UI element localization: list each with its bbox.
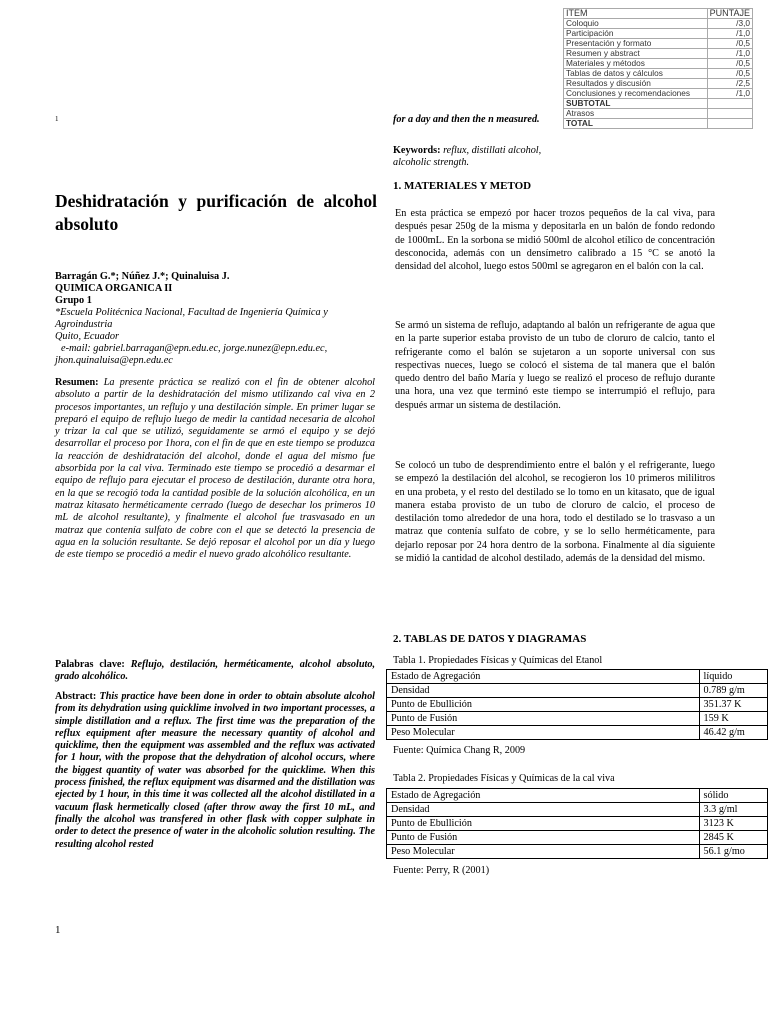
table-cell: 3.3 g/ml [699, 803, 767, 817]
palabras-clave [55, 659, 375, 684]
grading-row-delays [564, 109, 753, 119]
table-cell: Peso Molecular [387, 726, 700, 740]
table-cell: 56.1 g/mo [699, 845, 767, 859]
resumen-text: La presente práctica se realizó con el fin de obtener alcohol absoluto a partir de la deshidratación del mismo utilizando cal viva en 2 procesos importantes, un reflujo y una destilación simple. En primer lugar se preparó el equipo de reflujo luego de medir la cantidad necesaria de alcohol y trizar la cal que se utilizó, seguidamente se armó el equipo y se dejó desarrollar el proceso por 1hora, con el fin de que en este tiempo se produzca la reacción de deshidratación del alcohol, donde el agua del mismo fue absorbida por la cal viva. Terminado este tiempo se procedió a desarmar el equipo de reflujo para ejecutar el proceso de destilación, durante otra hora, en la que se recogió toda la cantidad posible de la solución alcohólica, en un matraz kitasato herméticamente cerrado (luego de desechar los primeros 10 mL de alcohol resultante), y finalmente el alcohol fue trasvasado en un matraz que contenía sulfato de cobre con el que se detectó la presencia de agua en la solución resultante. Se dejó reposar el alcohol por un día y luego de este tiempo se procedió a medir el nuevo grado alcohólico resultante. [55, 377, 375, 561]
grading-item: TOTAL [564, 119, 708, 129]
grading-points: /3,0 [707, 19, 752, 29]
table-cell: 46.42 g/m [699, 726, 767, 740]
grading-item: Materiales y métodos [564, 59, 708, 69]
grading-item: Participación [564, 29, 708, 39]
abstract-continuation: for a day and then the n measured. [393, 114, 540, 125]
table-cell: líquido [699, 670, 767, 684]
table-row [387, 803, 768, 817]
abstract-label: Abstract: [55, 691, 97, 702]
grading-row [564, 49, 753, 59]
table-cell: Densidad [387, 684, 700, 698]
grading-points: /2,5 [707, 79, 752, 89]
table-cell: 159 K [699, 712, 767, 726]
grading-row [564, 59, 753, 69]
course-name: QUIMICA ORGANICA II [55, 283, 173, 294]
grading-points: /1,0 [707, 89, 752, 99]
table-cell: 351.37 K [699, 698, 767, 712]
grading-item: Presentación y formato [564, 39, 708, 49]
grading-row-total [564, 119, 753, 129]
grading-points: /0,5 [707, 39, 752, 49]
author-names: Barragán G.*; Núñez J.*; Quinaluisa J. [55, 271, 230, 282]
grading-row-subtotal [564, 99, 753, 109]
grading-row [564, 19, 753, 29]
table-2 [386, 788, 768, 859]
grading-item: Resultados y discusión [564, 79, 708, 89]
keywords-text: reflux, distillati alcohol, alcoholic strength. [393, 145, 542, 169]
table-cell: Peso Molecular [387, 845, 700, 859]
grading-points [707, 109, 752, 119]
section-1-paragraph: Se armó un sistema de reflujo, adaptando al balón un refrigerante de agua que en la parte superior estaba provisto de un tubo de cloruro de calcio, tanto el refrigerante como el balón se sujetaron a un soporte universal con sus respectivas nueces, luego se colocó el sistema de tal manera que el balón quedo dentro del baño María y luego se realizó el proceso de reflujo durante una hora, una vez que terminó este tiempo se interrumpió el reflujo, para después armar un sistema de destilación. [395, 320, 715, 411]
table-cell: Estado de Agregación [387, 789, 700, 803]
affiliation: *Escuela Politécnica Nacional, Facultad de Ingeniería Química y Agroindustria [55, 307, 328, 330]
grading-row [564, 89, 753, 99]
table-cell: 3123 K [699, 817, 767, 831]
resumen-paragraph [55, 377, 375, 561]
grading-points: /0,5 [707, 59, 752, 69]
email-line-1: e-mail: gabriel.barragan@epn.edu.ec, jorge.nunez@epn.edu.ec, [61, 343, 328, 354]
abstract-paragraph [55, 691, 375, 851]
email-line-2: jhon.quinaluisa@epn.edu.ec [55, 355, 173, 366]
section-1-paragraph: En esta práctica se empezó por hacer trozos pequeños de la cal viva, para después pesar 250g de la misma y depositarla en un balón de fondo redondo de 1000mL. En la sorbona se midió 500ml de alcohol etílico de concentración desconocida, además con un densímetro calibrado a 15 °C se anotó la densidad del alcohol, luego estos 500ml se agregaron en el balón con la cal. [395, 208, 715, 273]
grading-header-points: PUNTAJE [707, 9, 752, 19]
table-cell: Estado de Agregación [387, 670, 700, 684]
table-row [387, 684, 768, 698]
table-row [387, 698, 768, 712]
section-1-heading: 1. MATERIALES Y METOD [393, 180, 532, 192]
section-2-heading: 2. TABLAS DE DATOS Y DIAGRAMAS [393, 633, 587, 645]
grading-item: Tablas de datos y cálculos [564, 69, 708, 79]
group-label: Grupo 1 [55, 295, 92, 306]
grading-item: Conclusiones y recomendaciones [564, 89, 708, 99]
grading-points [707, 99, 752, 109]
table-row [387, 670, 768, 684]
grading-item: Coloquio [564, 19, 708, 29]
table-cell: Punto de Fusión [387, 831, 700, 845]
paper-title: Deshidratación y purificación de alcohol absoluto [55, 191, 377, 234]
grading-item: SUBTOTAL [564, 99, 708, 109]
grading-header-item: ITEM [564, 9, 708, 19]
page-number-bottom: 1 [55, 924, 61, 936]
grading-row [564, 39, 753, 49]
grading-row [564, 69, 753, 79]
table-1 [386, 669, 768, 740]
table-cell: Punto de Ebullición [387, 817, 700, 831]
section-1-paragraph: Se colocó un tubo de desprendimiento entre el balón y el refrigerante, luego se empezó la destilación del alcohol, se recogieron los 10 primeros mililitros en una probeta, y el resto del destilado se lo tomo en un kitasato, que de igual manera estaba provisto de un tubo de cloruro de calcio, el proceso de destilación tomo alrededor de una hora, todo el destilado se lo trasvaso a un matraz que contenía sulfato de cobre, y se lo sello herméticamente, para dejarlo reposar por 24 hora dentro de la sorbona. Finalmente al día siguiente se midió la cantidad de alcohol destilado, además de la densidad del mismo. [395, 460, 715, 565]
table-row [387, 712, 768, 726]
grading-points: /1,0 [707, 49, 752, 59]
table-row [387, 789, 768, 803]
grading-item: Atrasos [564, 109, 708, 119]
table-cell: 2845 K [699, 831, 767, 845]
palabras-clave-label: Palabras clave: [55, 659, 125, 670]
keywords-label: Keywords: [393, 145, 441, 156]
page-number-top: 1 [55, 115, 59, 123]
palabras-clave-text: Reflujo, destilación, herméticamente, alcohol absoluto, grado alcohólico. [55, 659, 375, 683]
table-1-source: Fuente: Química Chang R, 2009 [393, 745, 526, 756]
table-cell: sólido [699, 789, 767, 803]
abstract-text: This practice have been done in order to obtain absolute alcohol from its dehydration using quicklime involved in two important processes, a simple distillation and a reflux. The first time was the preparation of the reflux equipment after measure the necessary quantity of alcohol and quicklime, then the equipment was assembled and the reflux was activated for 1 hour, with the propose that the dehydration of alcohol occurs, where the biggest quantity of water was absorbed for the quicklime. When this process finished, the reflux equipment was disarmed and the distillation was ejected by 1 hour, in this time it was collected all the alcohol distillated in a vacuum flask hermetically closed (after throw away the first 10 mL, and finally the alcohol was transfered in other flask with copper sulphate in order to detect the presence of water in the alcoholic solution resulting. The resulting alcohol rested [55, 691, 376, 850]
table-2-caption: Tabla 2. Propiedades Físicas y Químicas de la cal viva [393, 773, 615, 784]
grading-row [564, 79, 753, 89]
city: Quito, Ecuador [55, 331, 120, 342]
grading-points: /1,0 [707, 29, 752, 39]
keywords [393, 145, 553, 170]
table-cell: Densidad [387, 803, 700, 817]
grading-item: Resumen y abstract [564, 49, 708, 59]
table-row [387, 817, 768, 831]
table-row [387, 845, 768, 859]
grading-row [564, 29, 753, 39]
grading-table [563, 8, 753, 129]
grading-points: /0,5 [707, 69, 752, 79]
table-cell: Punto de Fusión [387, 712, 700, 726]
table-cell: Punto de Ebullición [387, 698, 700, 712]
table-1-caption: Tabla 1. Propiedades Físicas y Químicas del Etanol [393, 655, 603, 666]
resumen-label: Resumen: [55, 377, 99, 388]
table-row [387, 726, 768, 740]
grading-points [707, 119, 752, 129]
author-block [55, 271, 377, 367]
table-2-source: Fuente: Perry, R (2001) [393, 865, 490, 876]
table-row [387, 831, 768, 845]
table-cell: 0.789 g/m [699, 684, 767, 698]
